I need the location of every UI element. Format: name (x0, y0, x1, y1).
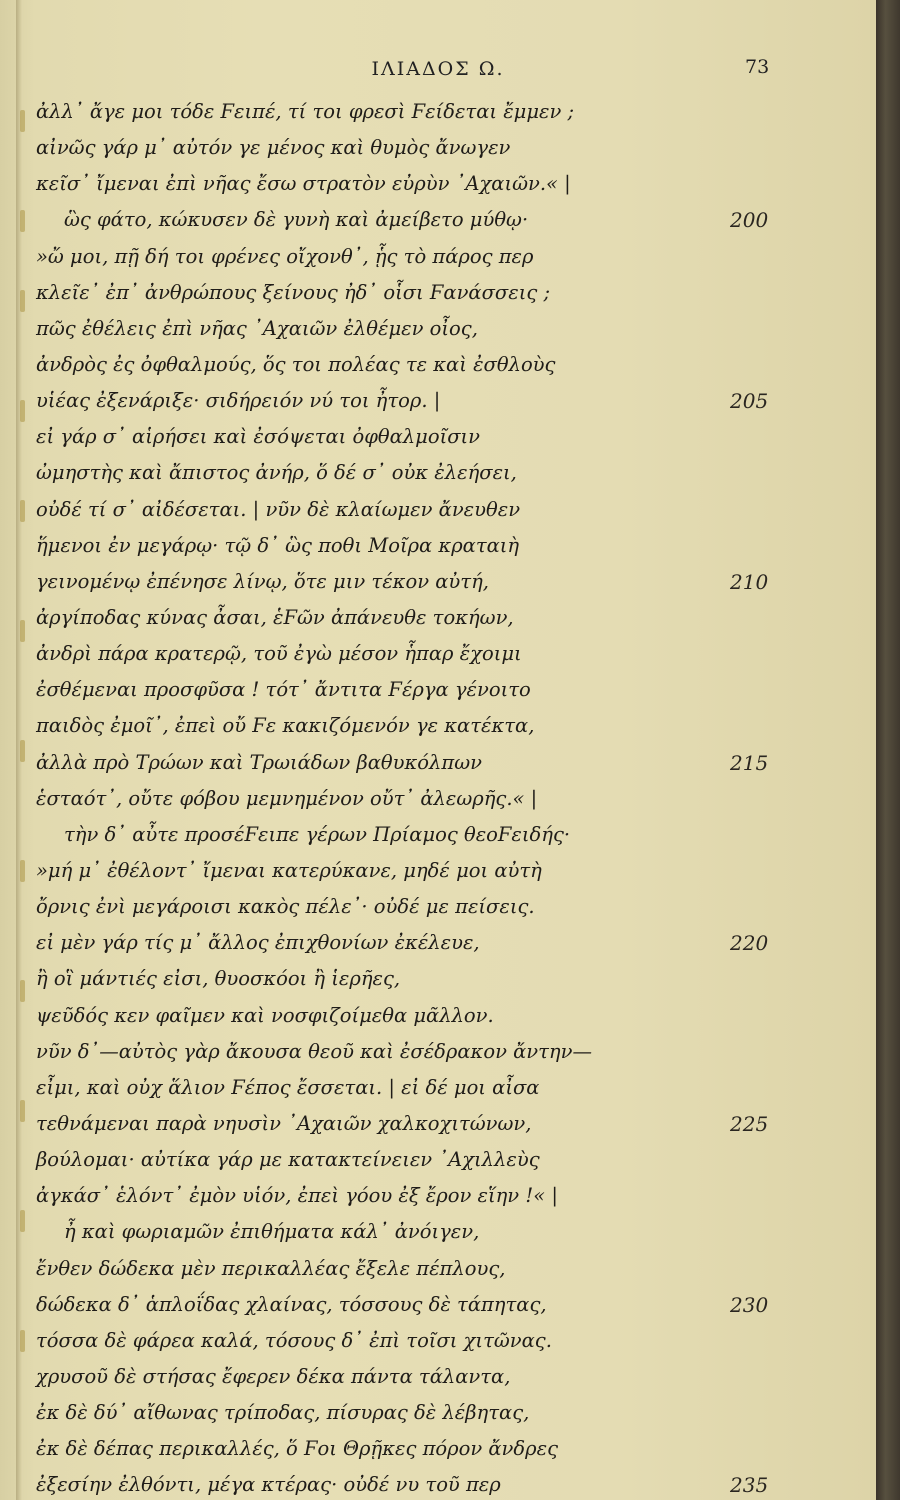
verse-text: ἐσθέμεναι προσφῦσα ! τότ᾿ ἄντιτα Ϝέργα γένοιτο (36, 678, 531, 702)
verse-text: τόσσα δὲ φάρεα καλά, τόσους δ᾿ ἐπὶ τοῖσι χιτῶνας. (36, 1328, 552, 1352)
verse-line (36, 1287, 836, 1323)
verse-line (36, 781, 836, 817)
verse-line (36, 672, 836, 708)
verse-text: γεινομένῳ ἐπένησε λίνῳ, ὅτε μιν τέκον αὐτή, (36, 569, 489, 593)
verse-line (36, 239, 836, 275)
verse-text: »ὤ μοι, πῇ δή τοι φρένες οἴχονθ᾿, ᾗς τὸ πάρος περ (36, 244, 534, 268)
verse-line (36, 998, 836, 1034)
verse-line (36, 1323, 836, 1359)
verse-line (36, 745, 836, 781)
verse-line (36, 817, 836, 853)
verse-text: χρυσοῦ δὲ στήσας ἔφερεν δέκα πάντα τάλαντα, (36, 1364, 511, 1388)
verse-line (36, 130, 836, 166)
verse-text: εἰ μὲν γάρ τίς μ᾿ ἄλλος ἐπιχθονίων ἐκέλευε, (36, 931, 480, 955)
verse-line (36, 853, 836, 889)
verse-line (36, 528, 836, 564)
verse-block (36, 94, 836, 1500)
line-number: 220 (730, 931, 769, 956)
verse-text: εἰ γάρ σ᾿ αἱρήσει καὶ ἐσόψεται ὀφθαλμοῖσιν (36, 425, 481, 449)
verse-text: ἀργίποδας κύνας ἆσαι, ἑϜῶν ἀπάνευθε τοκήων, (36, 605, 514, 629)
verse-line (36, 275, 836, 311)
verse-line (36, 1142, 836, 1178)
verse-line (36, 202, 836, 238)
verse-line (36, 94, 836, 130)
verse-text: παιδὸς ἐμοῖ᾿, ἐπεὶ οὔ Ϝε κακιζόμενόν γε κατέκτα, (36, 714, 535, 738)
verse-text: ἔνθεν δώδεκα μὲν περικαλλέας ἔξελε πέπλους, (36, 1256, 506, 1280)
verse-text: ὠμηστὴς καὶ ἄπιστος ἀνήρ, ὅ δέ σ᾿ οὐκ ἐλεήσει, (36, 461, 517, 485)
verse-line (36, 1251, 836, 1287)
verse-text: ψεῦδός κεν φαῖμεν καὶ νοσφιζοίμεθα μᾶλλον. (36, 1003, 494, 1027)
verse-line (36, 166, 836, 202)
verse-line (36, 925, 836, 961)
verse-text: ἢ οἳ μάντιές εἰσι, θυοσκόοι ἢ ἱερῆες, (36, 967, 401, 991)
line-number: 235 (730, 1473, 769, 1498)
verse-text: ἀγκάσ᾿ ἑλόντ᾿ ἐμὸν υἱόν, ἐπεὶ γόου ἐξ ἔρον εἵην !« | (36, 1184, 558, 1208)
verse-line (36, 492, 836, 528)
verse-line (36, 600, 836, 636)
verse-line (36, 1070, 836, 1106)
verse-text: νῦν δ᾿—αὐτὸς γὰρ ἄκουσα θεοῦ καὶ ἐσέδρακον ἄντην— (36, 1039, 592, 1063)
verse-line (36, 1106, 836, 1142)
binding-stitch-marks (20, 100, 26, 1480)
verse-line (36, 347, 836, 383)
verse-line (36, 383, 836, 419)
line-number: 225 (730, 1111, 769, 1136)
verse-text: ὄρνις ἐνὶ μεγάροισι κακὸς πέλε᾿· οὐδέ με πείσεις. (36, 895, 535, 919)
verse-text: »μή μ᾿ ἐθέλοντ᾿ ἴμεναι κατερύκανε, μηδέ μοι αὐτὴ (36, 858, 542, 882)
verse-line (36, 1431, 836, 1467)
verse-text: βούλομαι· αὐτίκα γάρ με κατακτείνειεν ᾿Αχιλλεὺς (36, 1148, 540, 1172)
verse-text: ἐκ δὲ δέπας περικαλλές, ὅ Ϝοι Θρῇκες πόρον ἄνδρες (36, 1437, 558, 1461)
verse-line (36, 419, 836, 455)
verse-text: κεῖσ᾿ ἴμεναι ἐπὶ νῆας ἔσω στρατὸν εὐρὺν ᾿Αχαιῶν.« | (36, 172, 571, 196)
verse-text: ἐκ δὲ δύ᾿ αἴθωνας τρίποδας, πίσυρας δὲ λέβητας, (36, 1401, 530, 1425)
verse-text: ἀλλὰ πρὸ Τρώων καὶ Τρωιάδων βαθυκόλπων (36, 750, 482, 774)
verse-text: εἶμι, καὶ οὐχ ἅλιον Ϝέπος ἔσσεται. | εἰ δέ μοι αἶσα (36, 1075, 540, 1099)
verse-line (36, 1214, 836, 1250)
verse-text: πῶς ἐθέλεις ἐπὶ νῆας ᾿Αχαιῶν ἐλθέμεν οἶος, (36, 316, 478, 340)
verse-line (36, 455, 836, 491)
verse-line (36, 1467, 836, 1500)
verse-line (36, 1359, 836, 1395)
verse-text: αἰνῶς γάρ μ᾿ αὐτόν γε μένος καὶ θυμὸς ἄνωγεν (36, 136, 511, 160)
verse-line (36, 961, 836, 997)
verse-text: κλεῖε᾿ ἐπ᾿ ἀνθρώπους ξείνους ἠδ᾿ οἷσι Ϝανάσσεις ; (36, 280, 551, 304)
verse-line (36, 311, 836, 347)
verse-text: ὣς φάτο, κώκυσεν δὲ γυνὴ καὶ ἀμείβετο μύθῳ· (64, 208, 529, 232)
verse-text: ἀνδρὸς ἐς ὀφθαλμούς, ὅς τοι πολέας τε καὶ ἐσθλοὺς (36, 352, 556, 376)
line-number: 210 (730, 569, 769, 594)
scan-edge-border (876, 0, 900, 1500)
verse-line (36, 1178, 836, 1214)
verse-text: ἐξεσίην ἐλθόντι, μέγα κτέρας· οὐδέ νυ τοῦ περ (36, 1473, 501, 1497)
verse-line (36, 708, 836, 744)
verse-text: υἱέας ἐξενάριξε· σιδήρειόν νύ τοι ἦτορ. | (36, 389, 441, 413)
line-number: 205 (730, 389, 769, 414)
verse-line (36, 889, 836, 925)
verse-text: οὐδέ τί σ᾿ αἰδέσεται. | νῦν δὲ κλαίωμεν ἄνευθεν (36, 497, 521, 521)
verse-text: ἦ καὶ φωριαμῶν ἐπιθήματα κάλ᾿ ἀνόιγεν, (64, 1220, 480, 1244)
running-head-title: ΙΛΙΑΔΟΣ Ω. (371, 58, 505, 80)
verse-text: δώδεκα δ᾿ ἁπλοΐδας χλαίνας, τόσσους δὲ τάπητας, (36, 1292, 547, 1316)
verse-text: ἀλλ᾿ ἄγε μοι τόδε Ϝειπέ, τί τοι φρεσὶ Ϝείδεται ἔμμεν ; (36, 100, 575, 123)
verse-text: ἥμενοι ἐν μεγάρῳ· τῷ δ᾿ ὣς ποθι Μοῖρα κραταιὴ (36, 533, 520, 557)
line-number: 230 (730, 1292, 769, 1317)
verse-line (36, 1395, 836, 1431)
verse-text: ἀνδρὶ πάρα κρατερῷ, τοῦ ἐγὼ μέσον ἧπαρ ἔχοιμι (36, 642, 522, 666)
verse-text: τὴν δ᾿ αὖτε προσέϜειπε γέρων Πρίαμος θεοϜειδής· (64, 822, 571, 846)
verse-line (36, 636, 836, 672)
verse-line (36, 1034, 836, 1070)
line-number: 215 (730, 750, 769, 775)
line-number: 200 (730, 208, 769, 233)
page-number: 73 (745, 56, 770, 78)
verse-text: ἑσταότ᾿, οὔτε φόβου μεμνημένον οὔτ᾿ ἀλεωρῆς.« | (36, 786, 538, 810)
verse-text: τεθνάμεναι παρὰ νηυσὶν ᾿Αχαιῶν χαλκοχιτώνων, (36, 1111, 532, 1135)
verse-line (36, 564, 836, 600)
